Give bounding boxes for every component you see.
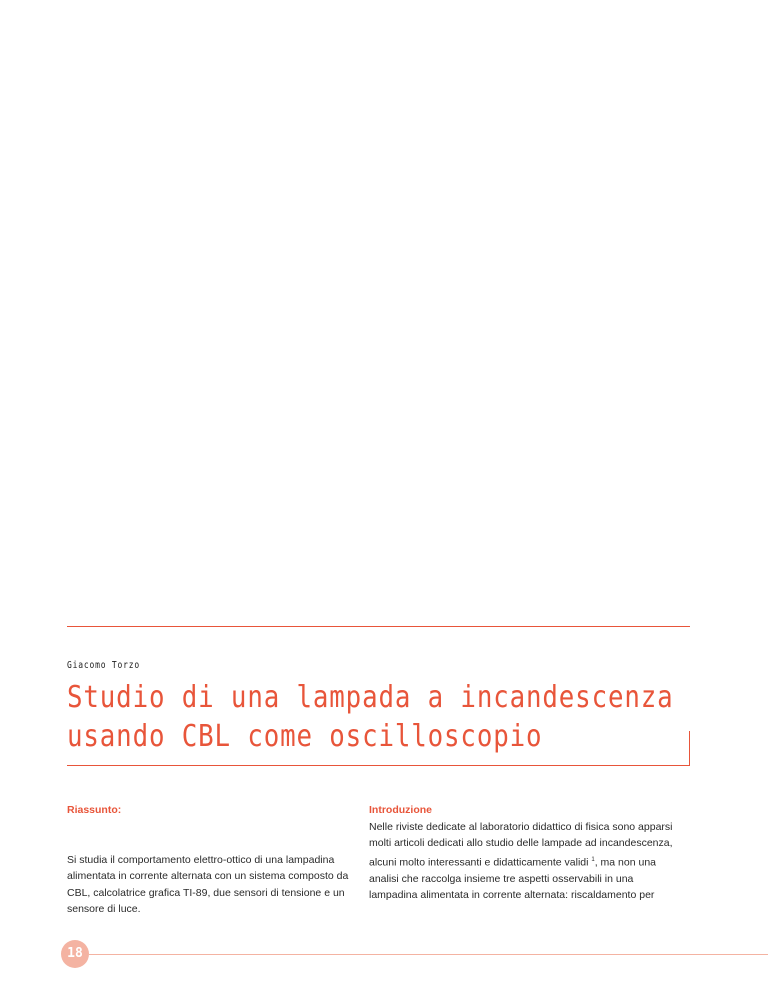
footer-rule <box>89 954 768 955</box>
title-line-2: usando CBL come oscilloscopio <box>67 719 543 754</box>
introduction-text-1: Nelle riviste dedicate al laboratorio didattico di fisica sono apparsi molti articoli dedicati allo studio delle lampade ad incandescenza, alcuni molto interessanti e didatticamente validi <box>369 820 673 868</box>
introduction-heading: Introduzione <box>369 804 432 816</box>
summary-column <box>67 802 357 918</box>
title-line-1: Studio di una lampada a incandescenza <box>67 680 674 715</box>
introduction-text-2: , ma non una analisi che raccolga insieme tre aspetti osservabili in una lampadina alimentata in corrente alternata: riscaldamento per <box>369 856 657 901</box>
page-number-badge: 18 <box>61 940 89 968</box>
title-corner-rule <box>689 731 690 765</box>
top-rule <box>67 626 690 627</box>
summary-body: Si studia il comportamento elettro-ottico di una lampadina alimentata in corrente alternata con un sistema composto da CBL, calcolatrice grafica TI-89, due sensori di tensione e un sensore di luce. <box>67 853 349 915</box>
introduction-column <box>369 802 679 904</box>
summary-heading: Riassunto: <box>67 804 122 816</box>
footnote-reference[interactable]: 1 <box>591 856 595 863</box>
article-title <box>67 678 674 756</box>
bottom-rule <box>67 765 690 766</box>
introduction-body <box>369 819 679 904</box>
author-name: Giacomo Torzo <box>67 660 141 671</box>
